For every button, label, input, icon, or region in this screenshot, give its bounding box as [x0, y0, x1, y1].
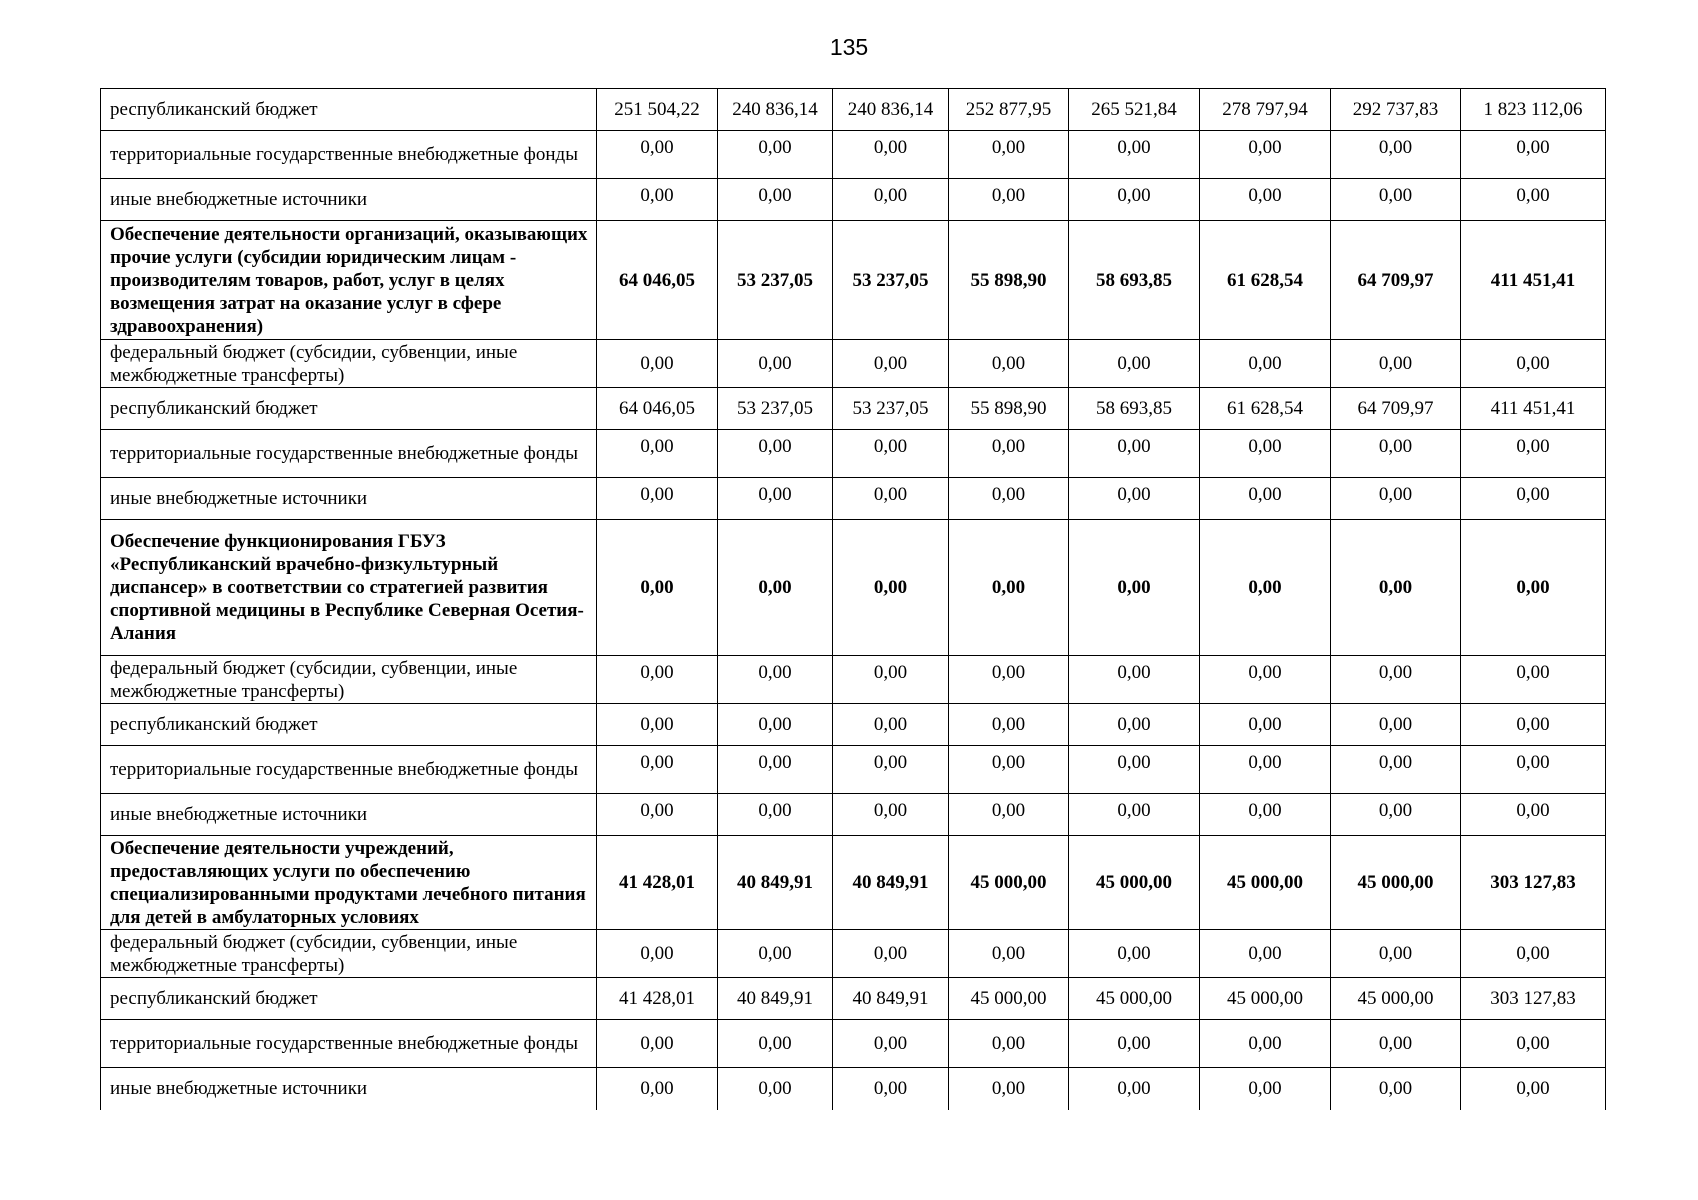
- value-cell: 292 737,83: [1331, 89, 1461, 131]
- value-cell: 0,00: [1200, 704, 1331, 746]
- value-cell: 0,00: [1331, 746, 1461, 794]
- row-label-cell: федеральный бюджет (субсидии, субвенции, иные межбюджетные трансферты): [101, 930, 597, 978]
- row-label-cell: республиканский бюджет: [101, 388, 597, 430]
- value-cell: 41 428,01: [597, 836, 718, 930]
- table-row: [101, 131, 1606, 179]
- value-cell: 61 628,54: [1200, 221, 1331, 340]
- value-cell: 0,00: [597, 930, 718, 978]
- value-cell: 0,00: [1069, 131, 1200, 179]
- value-cell: 45 000,00: [1331, 978, 1461, 1020]
- total-value-cell: 0,00: [1461, 520, 1606, 656]
- value-cell: 0,00: [1331, 131, 1461, 179]
- value-cell: 0,00: [949, 340, 1069, 388]
- table-row: [101, 478, 1606, 520]
- value-cell: 0,00: [597, 520, 718, 656]
- value-cell: 0,00: [1331, 1020, 1461, 1068]
- table-row: [101, 388, 1606, 430]
- table-row: [101, 179, 1606, 221]
- row-label-cell: иные внебюджетные источники: [101, 1068, 597, 1110]
- value-cell: 240 836,14: [718, 89, 833, 131]
- value-cell: 251 504,22: [597, 89, 718, 131]
- value-cell: 0,00: [1200, 1020, 1331, 1068]
- value-cell: 0,00: [718, 1020, 833, 1068]
- value-cell: 0,00: [1331, 1068, 1461, 1110]
- value-cell: 0,00: [718, 1068, 833, 1110]
- table-row: [101, 978, 1606, 1020]
- value-cell: 0,00: [718, 746, 833, 794]
- value-cell: 0,00: [1200, 1068, 1331, 1110]
- value-cell: 45 000,00: [949, 978, 1069, 1020]
- page-number: 135: [829, 34, 869, 60]
- value-cell: 0,00: [833, 520, 949, 656]
- value-cell: 55 898,90: [949, 221, 1069, 340]
- total-value-cell: 0,00: [1461, 340, 1606, 388]
- value-cell: 0,00: [949, 746, 1069, 794]
- value-cell: 0,00: [949, 704, 1069, 746]
- value-cell: 0,00: [1200, 430, 1331, 478]
- table-row: [101, 520, 1606, 656]
- value-cell: 0,00: [1069, 794, 1200, 836]
- value-cell: 0,00: [597, 1020, 718, 1068]
- value-cell: 0,00: [718, 656, 833, 704]
- value-cell: 53 237,05: [833, 388, 949, 430]
- value-cell: 0,00: [833, 930, 949, 978]
- value-cell: 0,00: [949, 930, 1069, 978]
- value-cell: 0,00: [1069, 430, 1200, 478]
- value-cell: 0,00: [949, 1020, 1069, 1068]
- value-cell: 0,00: [1069, 1068, 1200, 1110]
- value-cell: 58 693,85: [1069, 388, 1200, 430]
- total-value-cell: 0,00: [1461, 478, 1606, 520]
- value-cell: 0,00: [718, 340, 833, 388]
- value-cell: 0,00: [718, 478, 833, 520]
- value-cell: 0,00: [1331, 656, 1461, 704]
- value-cell: 0,00: [1331, 930, 1461, 978]
- value-cell: 0,00: [833, 1068, 949, 1110]
- total-value-cell: 0,00: [1461, 1068, 1606, 1110]
- value-cell: 45 000,00: [1069, 836, 1200, 930]
- value-cell: 0,00: [1069, 704, 1200, 746]
- value-cell: 0,00: [718, 520, 833, 656]
- value-cell: 0,00: [949, 1068, 1069, 1110]
- value-cell: 0,00: [833, 430, 949, 478]
- value-cell: 53 237,05: [833, 221, 949, 340]
- value-cell: 45 000,00: [1200, 836, 1331, 930]
- row-label-cell: территориальные государственные внебюджетные фонды: [101, 1020, 597, 1068]
- value-cell: 0,00: [1200, 656, 1331, 704]
- table-row: [101, 794, 1606, 836]
- row-label-cell: иные внебюджетные источники: [101, 179, 597, 221]
- total-value-cell: 0,00: [1461, 656, 1606, 704]
- value-cell: 0,00: [718, 930, 833, 978]
- value-cell: 0,00: [718, 704, 833, 746]
- value-cell: 45 000,00: [1200, 978, 1331, 1020]
- total-value-cell: 0,00: [1461, 746, 1606, 794]
- value-cell: 252 877,95: [949, 89, 1069, 131]
- value-cell: 0,00: [1069, 478, 1200, 520]
- value-cell: 0,00: [949, 520, 1069, 656]
- value-cell: 0,00: [597, 179, 718, 221]
- total-value-cell: 0,00: [1461, 179, 1606, 221]
- value-cell: 58 693,85: [1069, 221, 1200, 340]
- value-cell: 0,00: [833, 179, 949, 221]
- section-heading-cell: Обеспечение функционирования ГБУЗ «Республиканский врачебно-физкультурный диспансер» в соответствии со стратегией развития спортивной медицины в Республике Северная Осетия-Алания: [101, 520, 597, 656]
- value-cell: 0,00: [1200, 930, 1331, 978]
- value-cell: 0,00: [1200, 131, 1331, 179]
- table-row: [101, 1020, 1606, 1068]
- total-value-cell: 0,00: [1461, 430, 1606, 478]
- table-row: [101, 930, 1606, 978]
- row-label-cell: республиканский бюджет: [101, 704, 597, 746]
- value-cell: 53 237,05: [718, 221, 833, 340]
- value-cell: 0,00: [833, 1020, 949, 1068]
- total-value-cell: 1 823 112,06: [1461, 89, 1606, 131]
- table-row: [101, 89, 1606, 131]
- value-cell: 0,00: [1069, 656, 1200, 704]
- value-cell: 0,00: [718, 179, 833, 221]
- value-cell: 40 849,91: [718, 978, 833, 1020]
- value-cell: 45 000,00: [1331, 836, 1461, 930]
- value-cell: 240 836,14: [833, 89, 949, 131]
- value-cell: 0,00: [1200, 478, 1331, 520]
- value-cell: 61 628,54: [1200, 388, 1331, 430]
- value-cell: 265 521,84: [1069, 89, 1200, 131]
- row-label-cell: федеральный бюджет (субсидии, субвенции, иные межбюджетные трансферты): [101, 340, 597, 388]
- value-cell: 40 849,91: [833, 836, 949, 930]
- total-value-cell: 0,00: [1461, 1020, 1606, 1068]
- value-cell: 0,00: [833, 656, 949, 704]
- table-row: [101, 221, 1606, 340]
- value-cell: 0,00: [597, 656, 718, 704]
- section-heading-cell: Обеспечение деятельности учреждений, предоставляющих услуги по обеспечению специализированными продуктами лечебного питания для детей в амбулаторных условиях: [101, 836, 597, 930]
- value-cell: 0,00: [1069, 520, 1200, 656]
- value-cell: 0,00: [1069, 179, 1200, 221]
- row-label-cell: территориальные государственные внебюджетные фонды: [101, 430, 597, 478]
- total-value-cell: 0,00: [1461, 704, 1606, 746]
- value-cell: 0,00: [833, 131, 949, 179]
- value-cell: 0,00: [949, 131, 1069, 179]
- value-cell: 0,00: [949, 656, 1069, 704]
- value-cell: 64 709,97: [1331, 388, 1461, 430]
- value-cell: 0,00: [949, 794, 1069, 836]
- value-cell: 0,00: [833, 478, 949, 520]
- value-cell: 0,00: [1200, 340, 1331, 388]
- value-cell: 0,00: [718, 131, 833, 179]
- value-cell: 64 046,05: [597, 221, 718, 340]
- value-cell: 278 797,94: [1200, 89, 1331, 131]
- value-cell: 0,00: [597, 746, 718, 794]
- value-cell: 0,00: [718, 430, 833, 478]
- row-label-cell: иные внебюджетные источники: [101, 794, 597, 836]
- budget-table: [100, 88, 1606, 1110]
- value-cell: 0,00: [833, 746, 949, 794]
- value-cell: 0,00: [597, 1068, 718, 1110]
- value-cell: 0,00: [949, 430, 1069, 478]
- value-cell: 0,00: [1331, 430, 1461, 478]
- value-cell: 0,00: [1331, 520, 1461, 656]
- value-cell: 0,00: [1200, 520, 1331, 656]
- value-cell: 0,00: [597, 704, 718, 746]
- value-cell: 40 849,91: [833, 978, 949, 1020]
- value-cell: 0,00: [833, 340, 949, 388]
- table-row: [101, 430, 1606, 478]
- value-cell: 0,00: [1331, 179, 1461, 221]
- value-cell: 0,00: [1200, 179, 1331, 221]
- value-cell: 0,00: [1331, 794, 1461, 836]
- value-cell: 0,00: [833, 794, 949, 836]
- value-cell: 0,00: [718, 794, 833, 836]
- row-label-cell: территориальные государственные внебюджетные фонды: [101, 131, 597, 179]
- value-cell: 45 000,00: [949, 836, 1069, 930]
- total-value-cell: 411 451,41: [1461, 221, 1606, 340]
- value-cell: 0,00: [1200, 746, 1331, 794]
- value-cell: 0,00: [1331, 704, 1461, 746]
- value-cell: 41 428,01: [597, 978, 718, 1020]
- value-cell: 0,00: [1069, 746, 1200, 794]
- total-value-cell: 0,00: [1461, 794, 1606, 836]
- value-cell: 0,00: [1069, 930, 1200, 978]
- value-cell: 0,00: [1069, 340, 1200, 388]
- value-cell: 0,00: [597, 478, 718, 520]
- table-row: [101, 704, 1606, 746]
- row-label-cell: республиканский бюджет: [101, 89, 597, 131]
- table-row: [101, 340, 1606, 388]
- value-cell: 55 898,90: [949, 388, 1069, 430]
- value-cell: 64 709,97: [1331, 221, 1461, 340]
- total-value-cell: 411 451,41: [1461, 388, 1606, 430]
- row-label-cell: республиканский бюджет: [101, 978, 597, 1020]
- value-cell: 0,00: [597, 131, 718, 179]
- value-cell: 0,00: [1069, 1020, 1200, 1068]
- table-row: [101, 656, 1606, 704]
- value-cell: 0,00: [597, 794, 718, 836]
- value-cell: 0,00: [833, 704, 949, 746]
- value-cell: 64 046,05: [597, 388, 718, 430]
- value-cell: 45 000,00: [1069, 978, 1200, 1020]
- value-cell: 53 237,05: [718, 388, 833, 430]
- value-cell: 0,00: [1331, 340, 1461, 388]
- value-cell: 0,00: [597, 340, 718, 388]
- value-cell: 0,00: [597, 430, 718, 478]
- table-row: [101, 836, 1606, 930]
- total-value-cell: 0,00: [1461, 131, 1606, 179]
- value-cell: 0,00: [949, 179, 1069, 221]
- value-cell: 0,00: [1200, 794, 1331, 836]
- value-cell: 0,00: [1331, 478, 1461, 520]
- value-cell: 0,00: [949, 478, 1069, 520]
- total-value-cell: 0,00: [1461, 930, 1606, 978]
- table-body: [101, 89, 1606, 1110]
- total-value-cell: 303 127,83: [1461, 978, 1606, 1020]
- row-label-cell: иные внебюджетные источники: [101, 478, 597, 520]
- row-label-cell: федеральный бюджет (субсидии, субвенции, иные межбюджетные трансферты): [101, 656, 597, 704]
- table-row: [101, 1068, 1606, 1110]
- value-cell: 40 849,91: [718, 836, 833, 930]
- total-value-cell: 303 127,83: [1461, 836, 1606, 930]
- table-row: [101, 746, 1606, 794]
- row-label-cell: территориальные государственные внебюджетные фонды: [101, 746, 597, 794]
- section-heading-cell: Обеспечение деятельности организаций, оказывающих прочие услуги (субсидии юридическим лицам - производителям товаров, работ, услуг в целях возмещения затрат на оказание услуг в сфере здравоохранения): [101, 221, 597, 340]
